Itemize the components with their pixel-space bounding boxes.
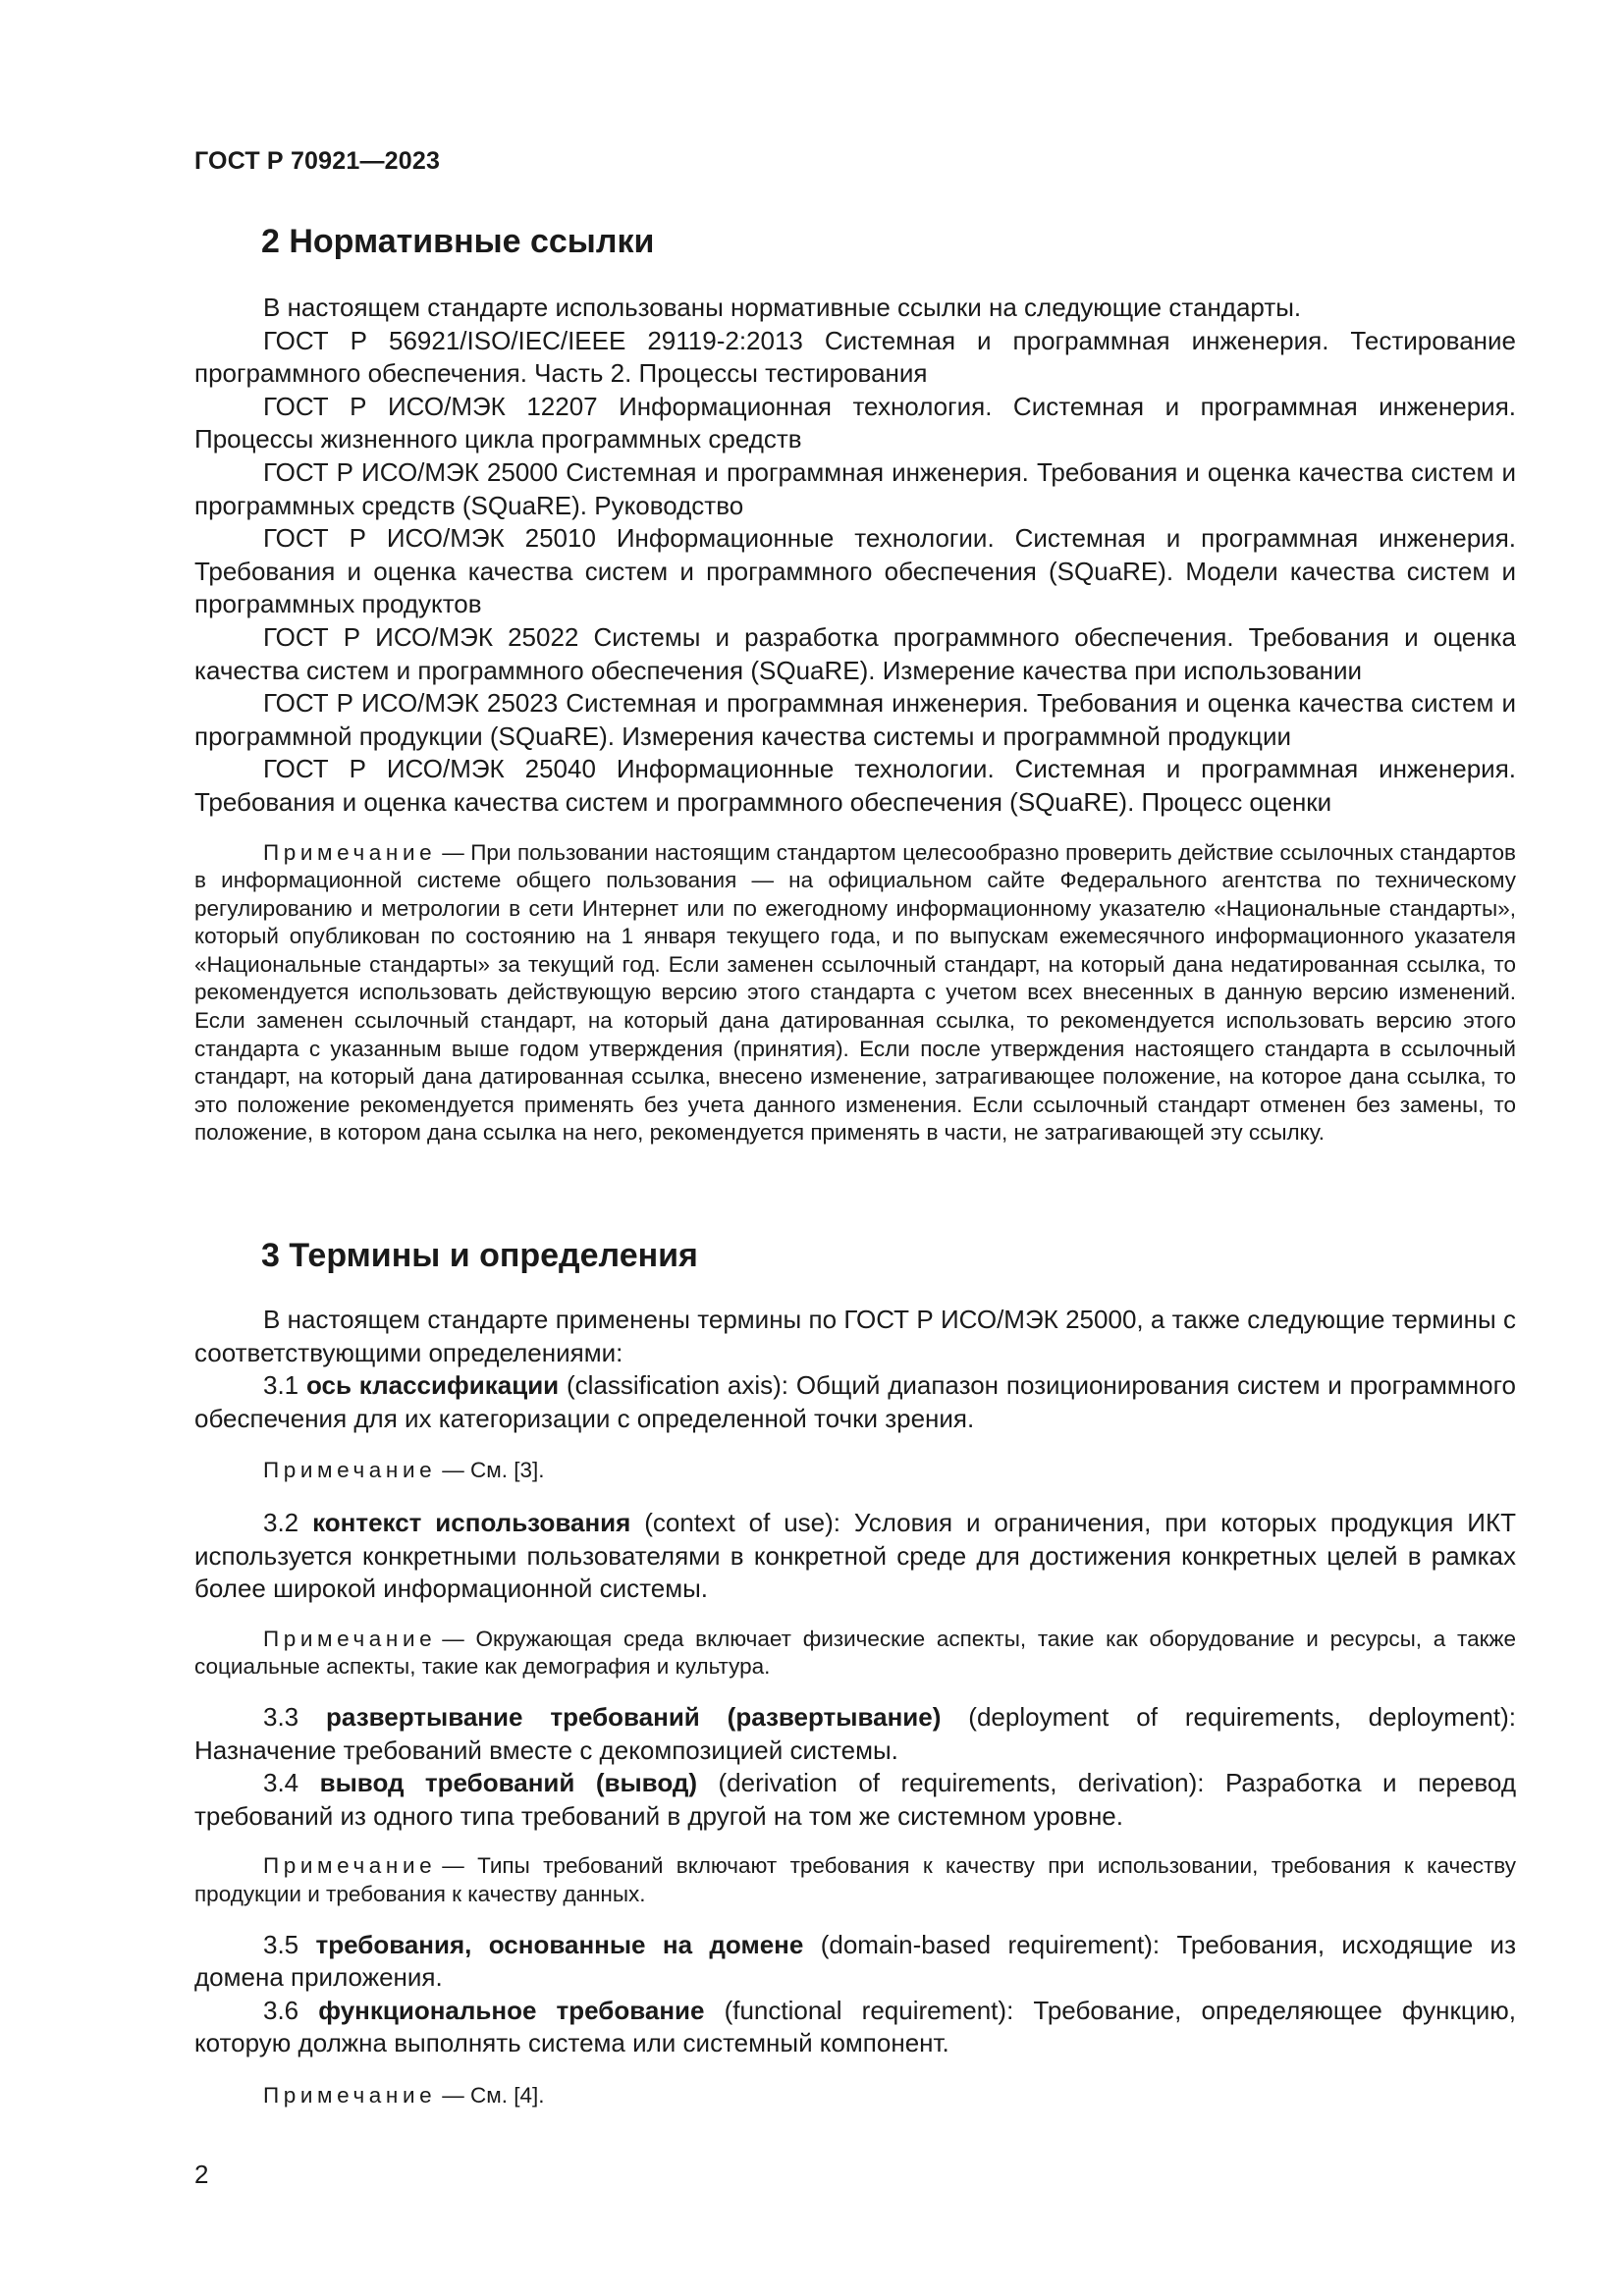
reference-item: ГОСТ Р ИСО/МЭК 25023 Системная и программная инженерия. Требования и оценка качества систем и программной продукции (SQuaRE). Измерения качества системы и программной продукции (194, 688, 1516, 751)
term-number: 3.1 (263, 1370, 299, 1401)
note-label: Примечание (263, 839, 437, 865)
term-name: функциональное требование (318, 1995, 705, 2025)
term-definition: (context of use): Условия и ограничения, при которых продукция ИКТ используется конкретными пользователями в конкретной среде для достижения конкретных целей в рамках более широкой информационной системы. (194, 1507, 1516, 1604)
term-entry (194, 1995, 1516, 2060)
term-entry (194, 1507, 1516, 1606)
term-number: 3.4 (263, 1768, 299, 1798)
reference-item: ГОСТ Р ИСО/МЭК 25010 Информационные технологии. Системная и программная инженерия. Требования и оценка качества систем и программного обеспечения (SQuaRE). Модели качества систем и программных продуктов (194, 523, 1516, 619)
section-terms-definitions (194, 1236, 1516, 2109)
note-text: — При пользовании настоящим стандартом целесообразно проверить действие ссылочных стандартов в информационной системе общего пользования — на официальном сайте Федерального агентства по техническому регулированию и метрологии в сети Интернет или по ежегодному информационному указателю «Национальные стандарты», который опубликован по состоянию на 1 января текущего года, и по выпускам ежемесячного информационного указателя «Национальные стандарты» за текущий год. Если заменен ссылочный стандарт, на который дана недатированная ссылка, то рекомендуется использовать действующую версию этого стандарта с учетом всех внесенных в данную версию изменений. Если заменен ссылочный стандарт, на который дана датированная ссылка, то рекомендуется использовать версию этого стандарта с указанным выше годом утверждения (принятия). Если после утверждения настоящего стандарта в ссылочный стандарт, на который дана датированная ссылка, внесено изменение, затрагивающее положение, на которое дана ссылка, то это положение рекомендуется применять без учета данного изменения. Если ссылочный стандарт отменен без замены, то положение, в котором дана ссылка на него, рекомендуется применять в части, не затрагивающей эту ссылку. (194, 839, 1516, 1146)
term-entry (194, 1929, 1516, 1995)
term-entry (194, 1369, 1516, 1435)
term-entry (194, 1767, 1516, 1833)
note-paragraph (194, 1852, 1516, 1908)
term-number: 3.6 (263, 1995, 299, 2025)
term-definition: (derivation of requirements, derivation): Разработка и перевод требований из одного типа требований в другой на том же системном уровне. (194, 1768, 1516, 1831)
note-paragraph (194, 1626, 1516, 1682)
note-label: Примечание (263, 1458, 437, 1483)
term-definition: (classification axis): Общий диапазон позиционирования систем и программного обеспечения для их категоризации с определенной точки зрения. (194, 1370, 1516, 1433)
reference-item: ГОСТ Р ИСО/МЭК 25022 Системы и разработка программного обеспечения. Требования и оценка качества систем и программного обеспечения (SQuaRE). Измерение качества при использовании (194, 621, 1516, 685)
reference-item: ГОСТ Р ИСО/МЭК 12207 Информационная технология. Системная и программная инженерия. Процессы жизненного цикла программных средств (194, 391, 1516, 454)
note-text: — Окружающая среда включает физические аспекты, такие как оборудование и ресурсы, а также социальные аспекты, такие как демография и культура. (194, 1626, 1516, 1680)
term-name: ось классификации (305, 1370, 560, 1401)
term-definition: (deployment of requirements, deployment): Назначение требований вместе с декомпозицией системы. (194, 1701, 1516, 1765)
section-intro: В настоящем стандарте использованы нормативные ссылки на следующие стандарты. (263, 293, 1302, 322)
section-title: 3 Термины и определения (261, 1237, 698, 1274)
section-normative-references (194, 222, 1516, 1148)
term-name: требования, основанные на домене (315, 1929, 804, 1959)
note-label: Примечание (263, 1626, 437, 1651)
reference-item: ГОСТ Р ИСО/МЭК 25000 Системная и программная инженерия. Требования и оценка качества систем и программных средств (SQuaRE). Руководство (194, 456, 1516, 520)
term-number: 3.5 (263, 1929, 299, 1959)
term-name: контекст использования (312, 1507, 631, 1537)
note-label: Примечание (263, 2082, 437, 2108)
reference-item: ГОСТ Р 56921/ISO/IEC/IEEE 29119-2:2013 Системная и программная инженерия. Тестирование программного обеспечения. Часть 2. Процессы тестирования (194, 325, 1516, 389)
section-title: 2 Нормативные ссылки (261, 223, 655, 260)
reference-item: ГОСТ Р ИСО/МЭК 25040 Информационные технологии. Системная и программная инженерия. Требования и оценка качества систем и программного обеспечения (SQuaRE). Процесс оценки (194, 754, 1516, 817)
note-text: — Типы требований включают требования к качеству при использовании, требования к качеству продукции и требования к качеству данных. (194, 1853, 1516, 1906)
note-paragraph (194, 2082, 1516, 2110)
page-number: 2 (194, 2160, 209, 2189)
document-header-id: ГОСТ Р 70921—2023 (194, 147, 441, 175)
note-label: Примечание (263, 1853, 437, 1879)
term-entry (194, 1701, 1516, 1767)
section-intro: В настоящем стандарте применены термины по ГОСТ Р ИСО/МЭК 25000, а также следующие термины с соответствующими определениями: (194, 1305, 1516, 1367)
note-paragraph (194, 839, 1516, 1148)
term-number: 3.3 (263, 1701, 299, 1732)
term-name: вывод требований (вывод) (319, 1768, 698, 1798)
note-paragraph (194, 1457, 1516, 1485)
note-text: — См. [4]. (442, 2082, 545, 2108)
term-number: 3.2 (263, 1507, 299, 1537)
term-definition: (functional requirement): Требование, определяющее функцию, которую должна выполнять система или системный компонент. (194, 1995, 1516, 2058)
note-text: — См. [3]. (442, 1458, 545, 1483)
term-definition: (domain-based requirement): Требования, исходящие из домена приложения. (194, 1929, 1516, 1993)
document-page (194, 0, 1516, 2296)
term-name: развертывание требований (развертывание) (326, 1701, 942, 1732)
